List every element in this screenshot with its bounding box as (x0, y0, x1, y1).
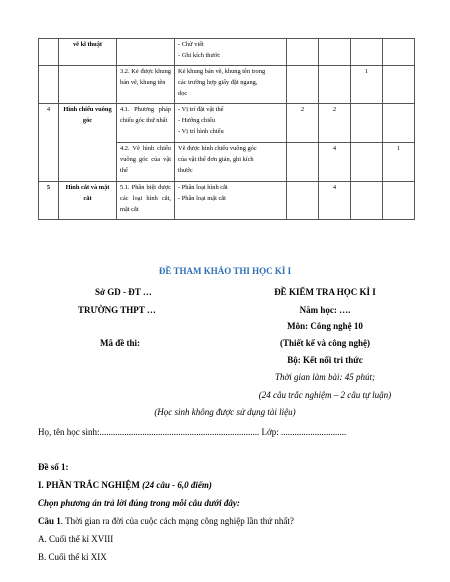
exam-code-label: Mã đề thi: (100, 338, 140, 348)
table-cell: 3.2. Kẻ được khung bản vẽ, khung tên (117, 66, 175, 104)
school-label: TRƯỜNG THPT … (78, 305, 156, 315)
table-cell (39, 39, 59, 66)
table-row (39, 39, 415, 66)
table-row: 4 Hình chiếu vuông góc 4.1. Phương pháp chiếu góc thứ nhất - Vị trí đặt vật thể - Hướng chiếu - Vị trí hình chiếu 2 2 (39, 104, 415, 143)
table-row: 4.2. Vẽ hình chiếu vuông góc của vật thể Vẽ được hình chiếu vuông góc của vật thể đơn giản, ghi kích thước 4 1 (39, 143, 415, 182)
exam-matrix-table (38, 38, 415, 220)
table-cell: 4 (39, 104, 59, 182)
school-year: Năm học: …. (299, 305, 351, 315)
table-cell: 5 (39, 182, 59, 220)
option-b: B. Cuối thế kỉ XIX (38, 552, 107, 562)
table-cell: - Vị trí đặt vật thể - Hướng chiếu - Vị trí hình chiếu (175, 104, 287, 143)
section-heading: I. PHẦN TRẮC NGHIỆM (24 câu - 6,0 điểm) (38, 480, 212, 490)
student-info-line: Họ, tên học sinh:....................................................................... Lớp: ............................. (38, 427, 347, 437)
document-title: ĐỀ THAM KHẢO THI HỌC KÌ I (158, 266, 292, 276)
table-cell (59, 66, 117, 104)
table-cell: - Chữ viết - Ghi kích thước (175, 39, 287, 66)
table-cell (117, 39, 175, 66)
exam-number: Đề số 1: (38, 462, 69, 472)
time-limit: Thời gian làm bài: 45 phút; (274, 372, 376, 382)
question-1: Câu 1. Thời gian ra đời của cuộc cách mạng công nghiệp lần thứ nhất? (38, 516, 294, 526)
table-cell: 4.2. Vẽ hình chiếu vuông góc của vật thể (117, 143, 175, 182)
table-cell: Hình cắt và mặt cắt (59, 182, 117, 220)
table-cell: vẽ kĩ thuật (59, 39, 117, 66)
table-cell: Kẻ khung bản vẽ, khung tên trong các trường hợp giấy đặt ngang, dọc (175, 66, 287, 104)
textbook-series: Bộ: Kết nối tri thức (287, 355, 363, 365)
table-cell: Vẽ được hình chiếu vuông góc của vật thể đơn giản, ghi kích thước (175, 143, 287, 182)
instruction: Chọn phương án trả lời đúng trong mỗi câu dưới đây: (38, 498, 240, 508)
department-label: Sở GD - ĐT … (95, 287, 152, 297)
exam-heading: ĐỀ KIỂM TRA HỌC KÌ I (274, 287, 376, 297)
table-cell: Hình chiếu vuông góc (59, 104, 117, 182)
subject: Môn: Công nghệ 10 (287, 321, 363, 331)
no-materials-note: (Học sinh không được sử dụng tài liệu) (154, 407, 296, 417)
option-a: A. Cuối thế kỉ XVIII (38, 534, 114, 544)
table-cell (39, 66, 59, 104)
table-cell: - Phân loại hình cắt - Phân loại mặt cắt (175, 182, 287, 220)
subject-subtitle: (Thiết kế và công nghệ) (280, 338, 370, 348)
question-count: (24 câu trắc nghiệm – 2 câu tự luận) (258, 390, 392, 400)
table-row: 3.2. Kẻ được khung bản vẽ, khung tên Kẻ khung bản vẽ, khung tên trong các trường hợp giấy đặt ngang, dọc 1 (39, 66, 415, 104)
table-cell: 4.1. Phương pháp chiếu góc thứ nhất (117, 104, 175, 143)
table-row: 5 Hình cắt và mặt cắt 5.1. Phân biệt được các loại hình cắt, mặt cắt - Phân loại hình cắt - Phân loại mặt cắt 4 (39, 182, 415, 220)
table-cell: 5.1. Phân biệt được các loại hình cắt, mặt cắt (117, 182, 175, 220)
